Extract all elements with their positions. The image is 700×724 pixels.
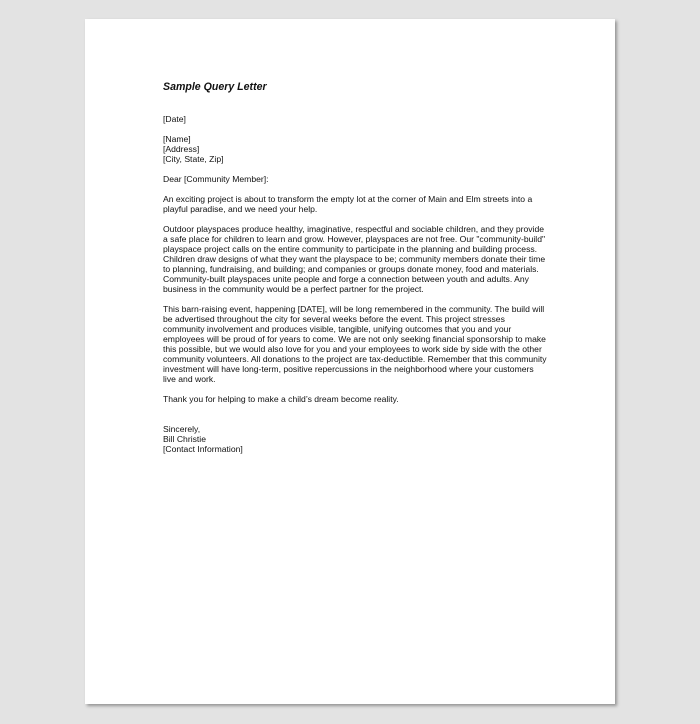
paragraph-event: This barn-raising event, happening [DATE], will be long remembered in the community. The build will be advertised throughout the city for several weeks before the event. This project stresses community involvement and produces visible, tangible, unifying outcomes that you and your employees will be proud of for years to come. We are not only seeking financial sponsorship to make this possible, but we would also love for you and your employees to work side by side with the other community volunteers. All donations to the project are tax-deductible. Remember that this community investment will have long-term, positive repercussions in the neighborhood where your customers live and work. <box>163 304 547 384</box>
closing: Sincerely, <box>163 424 201 434</box>
paragraph-playspaces: Outdoor playspaces produce healthy, imaginative, respectful and sociable children, and they provide a safe place for children to learn and grow. However, playspaces are not free. Our "community-build" playspace project calls on the entire community to participate in the planning and building process. Children draw designs of what they want the playspace to be; community members donate their time to planning, fundraising, and building; and companies or groups donate money, food and materials. Community-built playspaces unite people and forge a connection between youth and adults. Any business in the community would be a perfect partner for the project. <box>163 224 546 294</box>
signer-name: Bill Christie <box>163 434 206 444</box>
recipient-address <box>163 134 548 164</box>
contact-information: [Contact Information] <box>163 444 243 454</box>
recipient-street: [Address] <box>163 144 200 154</box>
letter-date: [Date] <box>163 114 186 124</box>
letter-body <box>163 81 548 464</box>
letter-paragraphs <box>163 194 548 404</box>
document-page <box>85 19 615 704</box>
paragraph-intro: An exciting project is about to transform the empty lot at the corner of Main and Elm streets into a playful paradise, and we need your help. <box>163 194 533 214</box>
paragraph-thanks: Thank you for helping to make a child’s dream become reality. <box>163 394 399 404</box>
recipient-name: [Name] <box>163 134 191 144</box>
letter-title: Sample Query Letter <box>163 81 267 93</box>
recipient-city-state-zip: [City, State, Zip] <box>163 154 224 164</box>
salutation: Dear [Community Member]: <box>163 174 269 184</box>
signature-block <box>163 424 548 454</box>
